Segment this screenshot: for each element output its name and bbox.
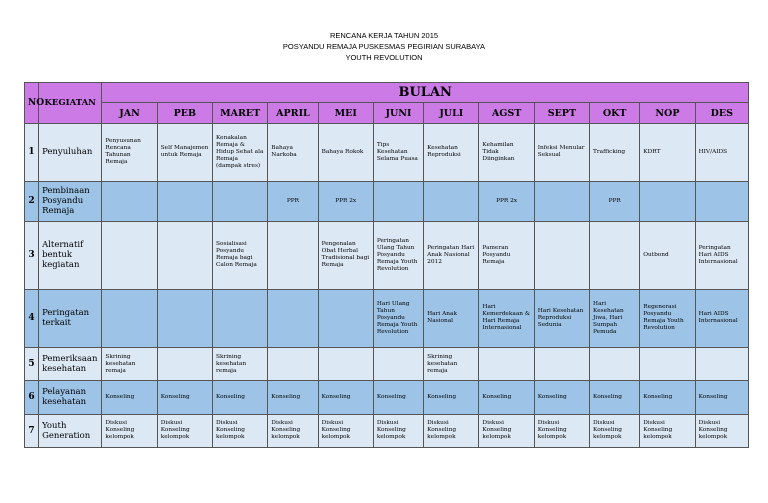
- table-row: [25, 289, 749, 348]
- schedule-cell: Diskusi Konseling kelompok: [213, 414, 268, 447]
- month-header: JAN: [102, 103, 157, 124]
- schedule-cell: Konseling: [534, 381, 589, 414]
- schedule-cell: Hari AIDS Internasional: [695, 289, 748, 348]
- schedule-cell: [213, 181, 268, 221]
- schedule-cell: Hari Ulang Tahun Posyandu Remaja Youth Revolution: [373, 289, 423, 348]
- schedule-cell: Diskusi Konseling kelompok: [424, 414, 479, 447]
- table-row: [25, 348, 749, 381]
- schedule-cell: Diskusi Konseling kelompok: [534, 414, 589, 447]
- schedule-cell: Skrining kesehatan remaja: [102, 348, 157, 381]
- schedule-cell: [534, 221, 589, 289]
- schedule-cell: Diskusi Konseling kelompok: [479, 414, 534, 447]
- title-line-2: POSYANDU REMAJA PUSKESMAS PEGIRIAN SURABAYA: [282, 42, 486, 51]
- schedule-cell: PPR 2x: [479, 181, 534, 221]
- schedule-cell: Peringatan Ulang Tahun Posyandu Remaja Youth Revolution: [373, 221, 423, 289]
- schedule-cell: [157, 289, 212, 348]
- row-number: 5: [25, 348, 39, 381]
- schedule-cell: Konseling: [590, 381, 640, 414]
- kegiatan-cell: Youth Generation: [39, 414, 102, 447]
- document-title: [0, 30, 768, 63]
- header-no: NO: [25, 83, 39, 124]
- schedule-cell: Konseling: [424, 381, 479, 414]
- schedule-cell: Skrining kesehatan remaja: [213, 348, 268, 381]
- kegiatan-cell: Pembinaan Posyandu Remaja: [39, 181, 102, 221]
- kegiatan-cell: Pemeriksaan kesehatan: [39, 348, 102, 381]
- schedule-cell: [590, 221, 640, 289]
- row-number: 4: [25, 289, 39, 348]
- schedule-cell: [318, 289, 373, 348]
- month-header: OKT: [590, 103, 640, 124]
- schedule-cell: Konseling: [318, 381, 373, 414]
- month-header: NOP: [640, 103, 695, 124]
- schedule-cell: Kehamilan Tidak Diinginkan: [479, 124, 534, 182]
- header-kegiatan: KEGIATAN: [39, 83, 102, 124]
- schedule-cell: [640, 181, 695, 221]
- schedule-cell: Konseling: [213, 381, 268, 414]
- header-bulan: BULAN: [102, 83, 749, 103]
- schedule-cell: [373, 348, 423, 381]
- schedule-cell: Hari Kesehatan Jiwa, Hari Sumpah Pemuda: [590, 289, 640, 348]
- month-header: MEI: [318, 103, 373, 124]
- schedule-cell: Konseling: [373, 381, 423, 414]
- schedule-cell: Pameran Posyandu Remaja: [479, 221, 534, 289]
- schedule-cell: [534, 181, 589, 221]
- schedule-cell: Outbond: [640, 221, 695, 289]
- schedule-cell: [157, 348, 212, 381]
- schedule-cell: [424, 181, 479, 221]
- schedule-cell: [534, 348, 589, 381]
- schedule-cell: Peringatan Hari AIDS Internasional: [695, 221, 748, 289]
- schedule-cell: Trafficking: [590, 124, 640, 182]
- schedule-cell: Hari Anak Nasional: [424, 289, 479, 348]
- schedule-cell: [268, 289, 318, 348]
- schedule-cell: [102, 289, 157, 348]
- title-line-3: YOUTH REVOLUTION: [345, 53, 423, 62]
- schedule-cell: Konseling: [157, 381, 212, 414]
- schedule-cell: [213, 289, 268, 348]
- schedule-cell: Sosialisasi Posyandu Remaja bagi Calon Remaja: [213, 221, 268, 289]
- schedule-cell: Diskusi Konseling kelompok: [640, 414, 695, 447]
- schedule-cell: [695, 348, 748, 381]
- schedule-cell: Infeksi Menular Seksual: [534, 124, 589, 182]
- schedule-cell: Diskusi Konseling kelompok: [157, 414, 212, 447]
- kegiatan-cell: Pelayanan kesehatan: [39, 381, 102, 414]
- kegiatan-cell: Alternatif bentuk kegiatan: [39, 221, 102, 289]
- table-row: [25, 414, 749, 447]
- schedule-cell: Diskusi Konseling kelompok: [695, 414, 748, 447]
- month-header: JULI: [424, 103, 479, 124]
- month-header: DES: [695, 103, 748, 124]
- schedule-cell: [268, 348, 318, 381]
- schedule-cell: [695, 181, 748, 221]
- kegiatan-cell: Penyuluhan: [39, 124, 102, 182]
- schedule-cell: Diskusi Konseling kelompok: [590, 414, 640, 447]
- work-plan-table: [24, 82, 749, 448]
- month-header: AGST: [479, 103, 534, 124]
- row-number: 6: [25, 381, 39, 414]
- schedule-cell: Bahaya Rokok: [318, 124, 373, 182]
- schedule-cell: [373, 181, 423, 221]
- row-number: 3: [25, 221, 39, 289]
- schedule-cell: [102, 181, 157, 221]
- schedule-cell: PPR 2x: [318, 181, 373, 221]
- plan-body: [25, 124, 749, 448]
- schedule-cell: [479, 348, 534, 381]
- schedule-cell: Tips Kesehatan Selama Puasa: [373, 124, 423, 182]
- schedule-cell: Peringatan Hari Anak Nasional 2012: [424, 221, 479, 289]
- schedule-cell: Diskusi Konseling kelompok: [102, 414, 157, 447]
- schedule-cell: Konseling: [640, 381, 695, 414]
- schedule-cell: [268, 221, 318, 289]
- schedule-cell: Konseling: [479, 381, 534, 414]
- schedule-cell: Diskusi Konseling kelompok: [318, 414, 373, 447]
- schedule-cell: KDRT: [640, 124, 695, 182]
- schedule-cell: [318, 348, 373, 381]
- kegiatan-cell: Peringatan terkait: [39, 289, 102, 348]
- row-number: 2: [25, 181, 39, 221]
- row-number: 7: [25, 414, 39, 447]
- schedule-cell: [590, 348, 640, 381]
- schedule-cell: [157, 221, 212, 289]
- schedule-cell: Kenakalan Remaja & Hidup Sehat ala Remaja (dampak stres): [213, 124, 268, 182]
- schedule-cell: Hari Kemerdekaan & Hari Remaja Internasional: [479, 289, 534, 348]
- month-header: APRIL: [268, 103, 318, 124]
- table-row: [25, 381, 749, 414]
- month-header: SEPT: [534, 103, 589, 124]
- schedule-cell: Self Manajemen untuk Remaja: [157, 124, 212, 182]
- schedule-cell: Konseling: [695, 381, 748, 414]
- schedule-cell: [102, 221, 157, 289]
- title-line-1: RENCANA KERJA TAHUN 2015: [329, 31, 439, 40]
- schedule-cell: Kesehatan Reproduksi: [424, 124, 479, 182]
- schedule-cell: [157, 181, 212, 221]
- month-header: PEB: [157, 103, 212, 124]
- schedule-cell: Regenerasi Posyandu Remaja Youth Revolution: [640, 289, 695, 348]
- schedule-cell: Skrining kesehatan remaja: [424, 348, 479, 381]
- schedule-cell: Hari Kesehatan Reproduksi Sedunia: [534, 289, 589, 348]
- schedule-cell: Konseling: [268, 381, 318, 414]
- month-header: MARET: [213, 103, 268, 124]
- schedule-cell: Penyusunan Rencana Tahunan Remaja: [102, 124, 157, 182]
- month-header: JUNI: [373, 103, 423, 124]
- schedule-cell: PPR: [268, 181, 318, 221]
- month-header-row: [25, 103, 749, 124]
- schedule-cell: Konseling: [102, 381, 157, 414]
- schedule-cell: [640, 348, 695, 381]
- schedule-cell: Diskusi Konseling kelompok: [268, 414, 318, 447]
- table-row: [25, 221, 749, 289]
- schedule-cell: HIV/AIDS: [695, 124, 748, 182]
- schedule-cell: Diskusi Konseling kelompok: [373, 414, 423, 447]
- table-row: [25, 181, 749, 221]
- schedule-cell: PPR: [590, 181, 640, 221]
- table-row: [25, 124, 749, 182]
- row-number: 1: [25, 124, 39, 182]
- schedule-cell: Pengenalan Obat Herbal Tradisional bagi Remaja: [318, 221, 373, 289]
- schedule-cell: Bahaya Narkoba: [268, 124, 318, 182]
